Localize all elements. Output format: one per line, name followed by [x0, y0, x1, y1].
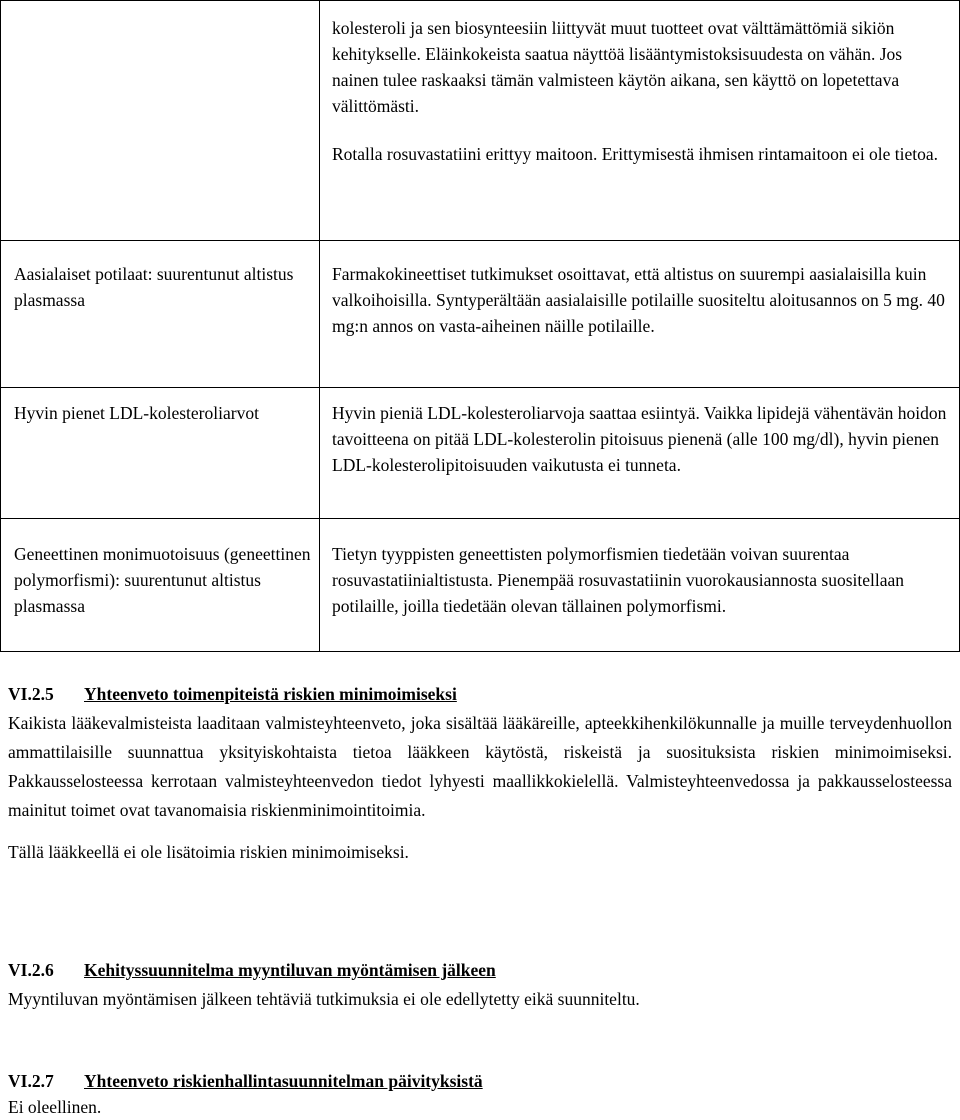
- section-paragraph: Myyntiluvan myöntämisen jälkeen tehtäviä tutkimuksia ei ole edellytetty eikä suunniteltu.: [8, 989, 640, 1009]
- risk-name-cell: Geneettinen monimuotoisuus (geneettinen polymorfismi): suurentunut altistus plasmassa: [1, 519, 320, 652]
- table-row: [1, 519, 960, 652]
- section-number: VI.2.5: [8, 684, 54, 704]
- table-row: [1, 1, 960, 241]
- section-heading: [8, 680, 952, 709]
- risk-name-cell: Hyvin pienet LDL-kolesteroliarvot: [1, 388, 320, 519]
- section-paragraph: Kaikista lääkevalmisteista laaditaan valmisteyhteenveto, joka sisältää lääkäreille, apteekkihenkilökunnalle ja muille terveydenhuollon ammattilaisille suunnattua yksityiskohtaista tietoa lääkkeen käytöstä, riskeistä ja suosituksista riskien minimoimiseksi. Pakkausselosteessa kerrotaan valmisteyhteenvedon tiedot lyhyesti maallikkokielellä. Valmisteyhteenvedossa ja pakkausselosteessa mainitut toimet ovat tavanomaisia riskienminimointitoimia.: [8, 713, 952, 820]
- risk-name-cell: [1, 1, 320, 241]
- cell-paragraph: Tietyn tyyppisten geneettisten polymorfismien tiedetään voivan suurentaa rosuvastatiinialtistusta. Pienempää rosuvastatiinin vuorokausiannosta suositellaan potilaille, joilla tiedetään olevan tällainen polymorfismi.: [332, 544, 905, 616]
- section-title: Yhteenveto toimenpiteistä riskien minimoimiseksi: [84, 684, 457, 704]
- risk-description-cell: [320, 241, 960, 388]
- cell-paragraph: Farmakokineettiset tutkimukset osoittavat, että altistus on suurempi aasialaisilla kuin valkoihoisilla. Syntyperältään aasialaisille potilaille suositeltu aloitusannos on 5 mg. 40 mg:n annos on vasta-aiheinen näille potilaille.: [332, 264, 945, 336]
- section-title: Kehityssuunnitelma myyntiluvan myöntämisen jälkeen: [84, 960, 496, 980]
- section-paragraph: Tällä lääkkeellä ei ole lisätoimia riskien minimoimiseksi.: [8, 842, 409, 862]
- cell-paragraph: kolesteroli ja sen biosynteesiin liittyvät muut tuotteet ovat välttämättömiä sikiön kehitykselle. Eläinkokeista saatua näyttöä lisääntymistoksisuudesta on vähän. Jos nainen tulee raskaaksi tämän valmisteen käytön aikana, sen käyttö on lopetettava välittömästi.: [332, 18, 903, 116]
- risk-description-cell: [320, 388, 960, 519]
- section-number: VI.2.6: [8, 960, 54, 980]
- table-row: [1, 241, 960, 388]
- section-vi-2-6: [8, 956, 952, 1014]
- section-heading: [8, 956, 952, 985]
- section-heading: [8, 1068, 952, 1094]
- risk-description-cell: [320, 1, 960, 241]
- section-vi-2-5: [8, 680, 952, 867]
- section-number: VI.2.7: [8, 1071, 54, 1091]
- table-row: [1, 388, 960, 519]
- risk-description-cell: [320, 519, 960, 652]
- section-vi-2-7: [8, 1068, 952, 1120]
- cell-paragraph: Rotalla rosuvastatiini erittyy maitoon. Erittymisestä ihmisen rintamaitoon ei ole tietoa.: [332, 144, 939, 164]
- section-paragraph: Ei oleellinen.: [8, 1097, 102, 1117]
- cell-paragraph: Hyvin pieniä LDL-kolesteroliarvoja saattaa esiintyä. Vaikka lipidejä vähentävän hoidon tavoitteena on pitää LDL-kolesterolin pitoisuus pienenä (alle 100 mg/dl), hyvin pienen LDL-kolesterolipitoisuuden vaikutusta ei tunneta.: [332, 403, 947, 475]
- risk-name-cell: Aasialaiset potilaat: suurentunut altistus plasmassa: [1, 241, 320, 388]
- section-title: Yhteenveto riskienhallintasuunnitelman päivityksistä: [84, 1071, 483, 1091]
